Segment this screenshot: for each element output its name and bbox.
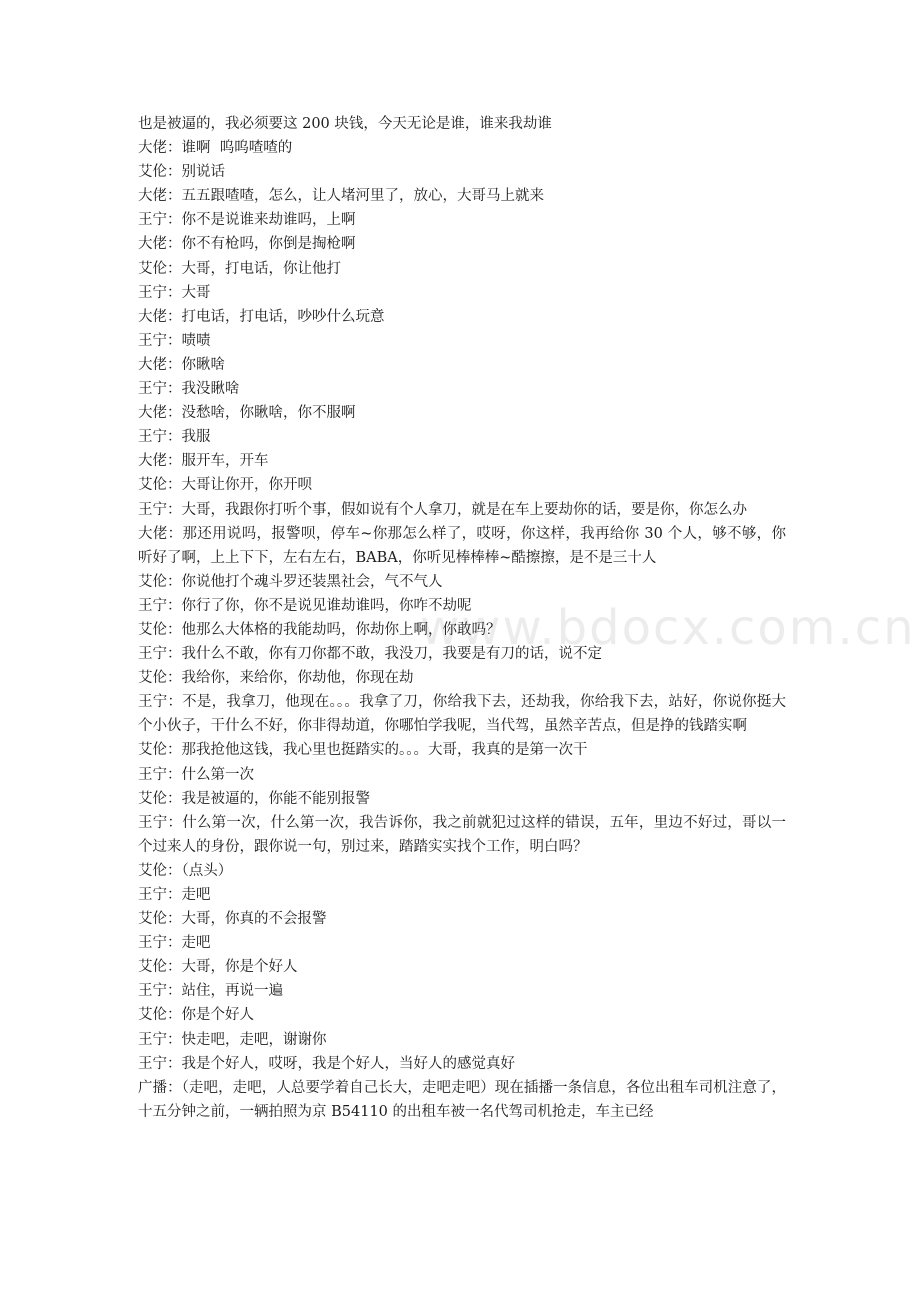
dialogue-line: 也是被逼的，我必须要这 200 块钱，今天无论是谁，谁来我劫谁 bbox=[138, 116, 552, 132]
dialogue-line: 王宁：快走吧，走吧，谢谢你 bbox=[138, 1031, 327, 1048]
dialogue-line: 艾伦：他那么大体格的我能劫吗，你劫你上啊，你敢吗？ bbox=[138, 621, 501, 638]
dialogue-line: 王宁：什么第一次 bbox=[138, 766, 254, 783]
dialogue-line: 王宁：走吧 bbox=[138, 887, 211, 903]
dialogue-line: 艾伦：我给你，来给你，你劫他，你现在劫 bbox=[138, 670, 414, 687]
dialogue-line: 王宁：不是，我拿刀，他现在。。。我拿了刀，你给我下去，还劫我，你给我下去，站好，你说你挺大个小伙子，干什么不好，你非得劫道，你哪怕学我呢，当代驾，虽然辛苦点，但是挣的钱踏实啊 bbox=[138, 694, 786, 735]
dialogue-line: 大佬：五五跟喳喳，怎么，让人堵河里了，放心，大哥马上就来 bbox=[138, 188, 544, 205]
dialogue-line: 王宁：大哥 bbox=[138, 284, 211, 301]
dialogue-line: 大佬：你瞅啥 bbox=[138, 356, 225, 373]
dialogue-line: 王宁：走吧 bbox=[138, 935, 211, 952]
dialogue-line: 艾伦：大哥，打电话，你让他打 bbox=[138, 260, 341, 277]
dialogue-line: 王宁：什么第一次，什么第一次，我告诉你，我之前就犯过这样的错误，五年，里边不好过，哥以一个过来人的身份，跟你说一句，别过来，踏踏实实找个工作，明白吗？ bbox=[138, 814, 786, 855]
watermark: www.bdocx.com.cn bbox=[420, 600, 916, 656]
dialogue-line: 艾伦：我是被逼的，你能不能别报警 bbox=[138, 790, 370, 807]
dialogue-line: 大佬：没愁啥，你瞅啥，你不服啊 bbox=[138, 405, 356, 422]
script-text bbox=[138, 112, 786, 1124]
dialogue-line: 王宁：我没瞅啥 bbox=[138, 381, 240, 398]
dialogue-line: 王宁：你不是说谁来劫谁吗，上啊 bbox=[138, 212, 356, 229]
dialogue-line: 王宁：我什么不敢，你有刀你都不敢，我没刀，我要是有刀的话，说不定 bbox=[138, 646, 602, 663]
dialogue-line: 艾伦：大哥，你是个好人 bbox=[138, 959, 298, 976]
dialogue-line: 大佬：你不有枪吗，你倒是掏枪啊 bbox=[138, 236, 356, 253]
dialogue-line: 王宁：啧啧 bbox=[138, 332, 211, 349]
dialogue-line: 艾伦：那我抢他这钱，我心里也挺踏实的。。。大哥，我真的是第一次干 bbox=[138, 742, 588, 759]
dialogue-line: 王宁：我是个好人，哎呀，我是个好人，当好人的感觉真好 bbox=[138, 1055, 515, 1072]
dialogue-line: 王宁：大哥，我跟你打听个事，假如说有个人拿刀，就是在车上要劫你的话，要是你，你怎么办 bbox=[138, 501, 747, 518]
dialogue-line: 艾伦：别说话 bbox=[138, 164, 225, 181]
dialogue-line: 大佬：服开车，开车 bbox=[138, 453, 269, 470]
dialogue-line: 广播：（走吧，走吧，人总要学着自己长大，走吧走吧）现在插播一条信息，各位出租车司机注意了，十五分钟之前，一辆拍照为京 B54110 的出租车被一名代驾司机抢走，车主已经 bbox=[138, 1079, 786, 1120]
dialogue-line: 艾伦：大哥让你开，你开呗 bbox=[138, 477, 312, 494]
dialogue-line: 王宁：你行了你，你不是说见谁劫谁吗，你咋不劫呢 bbox=[138, 597, 472, 614]
dialogue-line: 大佬：打电话，打电话，吵吵什么玩意 bbox=[138, 308, 385, 325]
dialogue-line: 大佬：那还用说吗，报警呗，停车~你那怎么样了，哎呀，你这样，我再给你 30 个人，够不够，你听好了啊，上上下下，左右左右，BABA，你听见棒棒棒~酷擦擦，是不是三十人 bbox=[138, 525, 786, 566]
dialogue-line: 艾伦：你说他打个魂斗罗还装黑社会，气不气人 bbox=[138, 573, 443, 590]
dialogue-line: 艾伦：大哥，你真的不会报警 bbox=[138, 911, 327, 928]
dialogue-line: 王宁：站住，再说一遍 bbox=[138, 983, 283, 1000]
dialogue-line: 艾伦：（点头） bbox=[138, 862, 233, 879]
dialogue-line: 艾伦：你是个好人 bbox=[138, 1007, 254, 1024]
dialogue-line: 大佬：谁啊 呜呜喳喳的 bbox=[138, 140, 293, 157]
dialogue-line: 王宁：我服 bbox=[138, 429, 211, 446]
